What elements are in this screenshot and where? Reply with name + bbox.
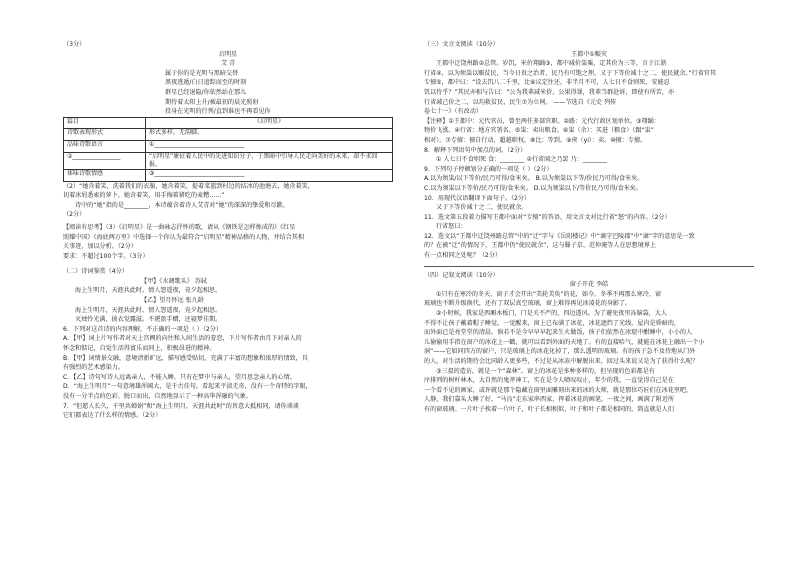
poem-2-title: 【乙】望月怀远 张九龄 xyxy=(141,297,204,305)
poem-title: 启明星 xyxy=(218,50,238,58)
table-row xyxy=(64,129,393,141)
essay-title: 窗子开花 李皓 xyxy=(569,281,609,289)
essay-paragraph: ②小时候，我家是西厢木板门，门是关不严的，四边透风。为了避免夜里冻脑袋，大人 xyxy=(436,310,667,318)
classical-text: 饥以待乎？”其民亦相与告曰：“公为我辈减米价，公果得罪，我辈当群赴诉，即使有所苦，亦 xyxy=(424,88,675,96)
table-cell: 体味诗歌情感 xyxy=(64,169,146,181)
section-3-title: （三）文言文阅读（10分） xyxy=(424,41,499,48)
table-cell: 形式多样，无韵脚。 xyxy=(146,129,393,141)
classical-text: 行省减己价之二，以均救贫民，民生⑦为立祠。 ——节选自《元史 列传 xyxy=(424,98,617,106)
section-2-title: （二）诗词鉴赏（4分） xyxy=(63,268,128,276)
table-cell: 诗歌表现形式 xyxy=(64,129,146,141)
question-2: （2分） xyxy=(63,211,86,219)
essay-paragraph: 洞”——它如同四方的窗户，只是玻璃上的冰花化掉了，那么透明的玻璃。有的孩子急不及待地从门外 xyxy=(424,348,696,356)
essay-paragraph: 有的窗玻璃。一片叶子挨着一片叶子，叶子长相相似，叶子和叶子都是相同的，简直就是人们 xyxy=(424,405,674,413)
table-cell: “启明星”象征着人民中的先进知识分子，于黑暗中引导人民走向美好的未来，却不求回报。 xyxy=(146,152,393,169)
essay-paragraph: ③三叔的造访，就是一个“森林”。窗上的冰花是多种多样的，但呈现的色彩都是有 xyxy=(436,367,655,375)
table-cell: 篇目 xyxy=(64,117,146,129)
essay-paragraph: 儿偷偷用手指在窗户的冰花上一戳，就可以看到外面的天地了。有的直接哈气，就能在冰花上融出一个小 xyxy=(424,338,705,346)
option-d[interactable]: D．“海上生明月”一句意境雄浑阔大，是千古佳句。看起来平淡无奇，没有一个奇特的字眼， xyxy=(63,383,312,391)
table-row xyxy=(64,140,393,152)
score-note: （3分） xyxy=(63,41,86,48)
poem-1-title: 【甲】《水调歌头》 苏轼 xyxy=(141,277,207,285)
question-11: 11．选文第五段着力描写王都中面对“专擅”的答语，用文言文对比行省“怒”的内容。（2分） xyxy=(424,213,671,221)
poem-line: 群星已经退隐/你依然站在那儿 xyxy=(165,88,247,96)
table-row xyxy=(64,169,393,181)
table-row xyxy=(64,152,393,169)
question-6: 6．下列对这首诗的内容理解，不正确的一项是（ ）（2分） xyxy=(63,325,222,333)
right-column xyxy=(424,40,754,415)
essay-paragraph: 序排列的树杆林木，大自然的鬼斧神工，实在是令人啧叹叹止，年少的我，一直觉得自己是在 xyxy=(424,377,674,385)
poem-line: 期待着太阳上升/被最初的晨光照射 xyxy=(165,98,259,106)
question-8: 8．解释下列语句中加点的词。（2分） xyxy=(424,146,527,154)
table-cell: 品味诗歌语言 xyxy=(64,140,146,152)
question-2: （2）“她含着笑，洗着我们的衣服，她含着笑，提着菜篮到村边的结冰的池塘去，她含着笑， xyxy=(63,182,314,190)
option-a[interactable]: A．【甲】词上片写作者对天上宫阙的向往和人间生活的眷恋，下片写作者由月下对亲人的 xyxy=(63,335,302,343)
answer-blank-2[interactable]: ②________________ xyxy=(64,152,146,169)
option-b: 有强烈的艺术感染力。 xyxy=(63,364,124,372)
reading-question: 照耀中国》《海底两万里》中选择一个你认为最符合“启明星”精神品格的人物，并结合其相 xyxy=(63,233,304,241)
table-row xyxy=(64,117,393,129)
question-12: 12．选文以“王都中迁饶州路总管”中的“迁”字与《岳阳楼记》中“谪守巴陵郡”中“谪”字的意思是一致 xyxy=(424,232,695,240)
annotation: 相对）。⑦专擅：擅自行动，超越职权。⑧比：等到。⑨啻（yi）：卖。⑩擅：专擅。 xyxy=(424,136,647,144)
left-column xyxy=(63,40,393,421)
essay-paragraph: ①只有在寒冷的冬天，窗子才会开出“美轮美奂”的花，如今，冬季不再那么寒冷，窗 xyxy=(436,290,662,298)
option-a: 怀念和惦记，自觉生活得富乐而同上，积极昂进的精神。 xyxy=(63,345,216,353)
option-b[interactable]: B．【甲】词情景交融，意境清新旷远，描写感受贴切，充满了丰富的想象和浓厚的情致，具 xyxy=(63,354,308,362)
essay-paragraph: 而外面已是亮堂堂的清晨。倘若不是今早早早起来生火做饭，孩子们依然在冰窟中酣睡中，小小的人 xyxy=(424,329,693,337)
annotation: 【注释】①王都中：元代官员，曾至两任多部官职。②路：元代行政区划单位。③翔踊： xyxy=(424,117,660,125)
classical-title: 王都中①赈灾 xyxy=(571,50,607,58)
divider xyxy=(424,266,754,267)
essay-paragraph: 玻璃也不断升级换代，还有了双层真空玻璃，窗上难得再见冰凌花的身影了。 xyxy=(424,300,632,308)
question-9: 9．下列句子停顿划分正确的一项是（ ）（2分） xyxy=(424,165,553,173)
reading-question: 【阅读有思考】（3）《启明星》是一曲咏志抒怀的歌，请从《钢铁是怎样炼成的》《红星 xyxy=(63,223,296,231)
section-4-title: （四）记叙文阅读（10分） xyxy=(424,271,499,279)
question-7: 它们都表达了什么样的情感。（2分） xyxy=(63,412,162,420)
essay-paragraph: 一个看不见的画家，或许就是那个隐藏在窗里面雕刻出来的冰的大师，就是那位巧匠们在冰花里吧， xyxy=(424,386,693,394)
poem-line: 投身在光明的行列/直到谁也不再看见你 xyxy=(165,108,271,116)
classical-text: 行省④，以为须粜以赈贫民，当今日贵之治者，民乃有可饱之理。又于下等价减十之二，使民就余。”行省官其 xyxy=(424,69,716,77)
classical-text: 卷七十一》（有改动） xyxy=(424,108,482,116)
essay-paragraph: 的人，对生活的期待会比同龄人更多些，不过是从冰冻中解脱出来，回过头来说又是为了获得什么呢？ xyxy=(424,358,699,365)
question-2: 切着冰屑悉索的萝卜，她含着笑，用手掏着猪吃的麦糟……” xyxy=(63,192,225,200)
question-12: 有一点相同之处呢？（2分） xyxy=(424,252,502,260)
annotation: 物价飞涨。④行省：地方官署名。⑤粜：卖出粮食。⑥粜（余）：买进（粮食）（跟“粜” xyxy=(424,127,654,135)
poem-line: 属于你的是光明与黑暗交替 xyxy=(165,69,239,77)
question-9-options[interactable]: A.以为须粜/以下等价/民乃可得/食米矣。 B.以为须粜以下等/价民乃可得/食米矣。 xyxy=(424,175,644,183)
question-2: 诗中的“她”指的是________，本诗蕴含着诗人艾青对“她”的深深的挚爱和尽歉。 xyxy=(75,201,289,209)
classical-text: 王都中迁饶州路②总管。岁饥，米价翔踊③，都中减价粜粟，定其价为三等，言于江浙 xyxy=(436,60,667,68)
option-c[interactable]: C．【乙】诗句写诗人远离亲人，不能入睡，只有在梦中与亲人，望月思念亲人的心情。 xyxy=(63,373,296,381)
poem-author: 艾 青 xyxy=(220,60,236,68)
poem-1-line: 海上生明月，天涯共此时。情人怨遥夜，竟夕起相思。 xyxy=(75,287,222,295)
table-cell: 《启明星》 xyxy=(146,117,393,129)
essay-paragraph: 人静，我们靠头大睡了好，“马良”走东家串西家，挥着冰花的画笔，一夜之间，画满了附近所 xyxy=(424,396,675,404)
reading-question: 要求：不超过100个字。（3分） xyxy=(63,252,149,260)
poem-line: 黑夜逃遁/白日追踪而至的时刻 xyxy=(165,79,247,87)
reading-question: 关事迹，加以分析。（2分） xyxy=(63,243,137,251)
answer-blank-1[interactable]: ①______________________________ xyxy=(146,140,393,152)
classical-text: 专擅⑤，都中曰：“设去饥八二千里，比⑥议定往还，非半月不可，人七日不食则死，安能忍 xyxy=(424,79,670,87)
analysis-table xyxy=(63,117,393,182)
question-12: 的？在被“迁”的情况下，王都中仍“使民就余”，这与滕子京、范仲淹等人在思想境界上 xyxy=(424,242,657,250)
answer-blank-3[interactable]: ③______________________________ xyxy=(146,169,393,181)
essay-paragraph: 不得不让孩子戴着帽子睡觉。一觉醒来，窗上已布满了冰花，冰花遮挡了光线，屋内是昏暗的， xyxy=(424,319,680,327)
question-10-sentence: 又于下等价减十之二，使民就余。 xyxy=(436,204,528,212)
question-8-items[interactable]: ① 人七日不食则死 食：________ ②行省闻之乃罢 乃：________ xyxy=(436,156,608,164)
question-11-sentence: 行省怒曰： xyxy=(436,223,467,231)
question-10: 10．用现代汉语翻译下面句子。（2分） xyxy=(424,194,531,202)
poem-2-line: 海上生明月，天涯共此时。情人怨遥夜，竟夕起相思。 xyxy=(75,306,222,314)
question-7: 7．“但愿人长久，千里共婵娟”和“海上生明月，天涯共此时”的旨意大抵相同，请你谈谈 xyxy=(63,402,299,410)
option-d: 没有一分半点的色彩，脱口而出，自然地显示了一种高华浑融的气象。 xyxy=(63,393,252,400)
poem-2-line: 灭烛怜光满，披衣觉露滋。不堪盈手赠，还寝梦佳期。 xyxy=(75,316,222,324)
question-9-options[interactable]: C.以为须粜以下等价/民乃可得/食米矣。 D.以为须粜以下/等价民乃可得/食米矣。 xyxy=(424,184,642,192)
